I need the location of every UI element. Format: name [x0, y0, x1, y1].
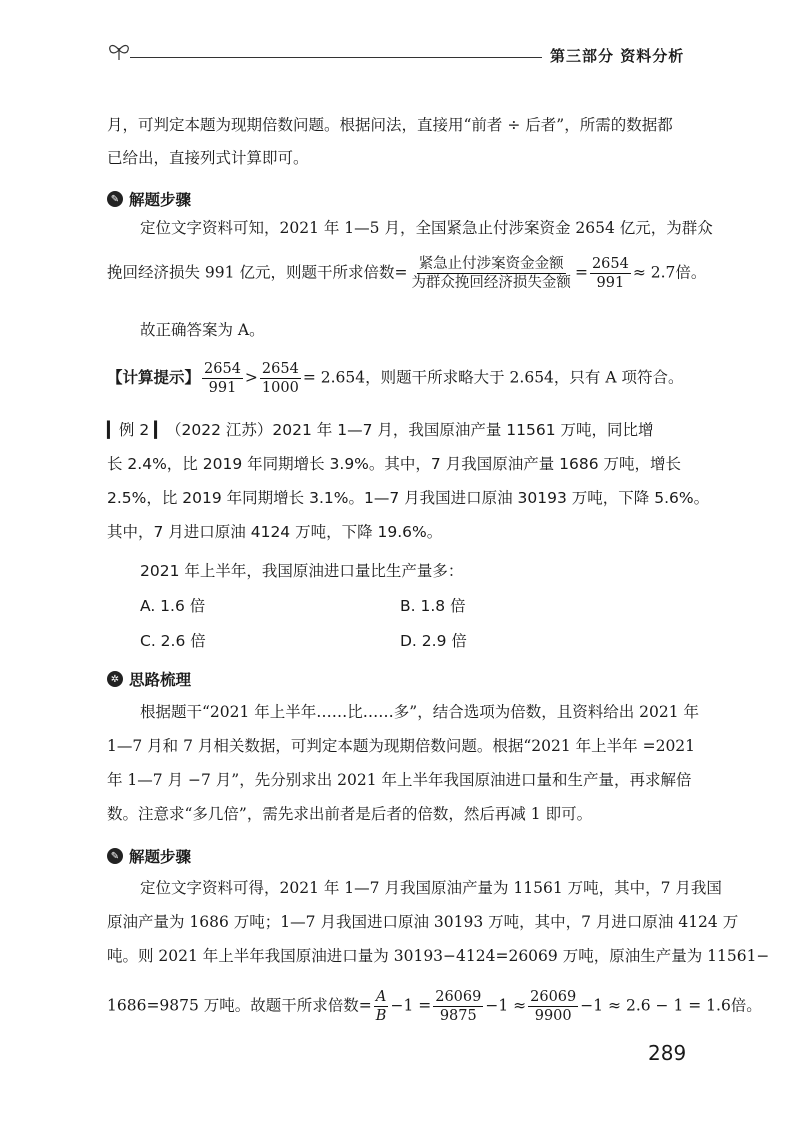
option-a: A. 1.6 倍 — [140, 597, 206, 615]
fraction — [202, 360, 243, 397]
greater-than: > — [244, 368, 258, 387]
thinking-line1: 根据题干“2021 年上半年……比……多”，结合选项为倍数，且资料给出 2021 年 — [140, 703, 700, 721]
steps1-prefix: 挽回经济损失 991 亿元，则题干所求倍数= — [107, 263, 408, 282]
fraction-numerator: 26069 — [435, 989, 482, 1005]
example2-question: 2021 年上半年，我国原油进口量比生产量多： — [140, 562, 464, 580]
option-b: B. 1.8 倍 — [400, 597, 466, 615]
sprout-icon — [105, 40, 133, 62]
fraction-denominator: 9900 — [534, 1008, 572, 1024]
option-c: C. 2.6 倍 — [140, 632, 206, 650]
section-solution-steps-2 — [107, 845, 191, 867]
fraction-denominator: 991 — [596, 275, 625, 291]
section-thinking — [107, 668, 191, 690]
fraction — [528, 988, 578, 1025]
steps2-line1: 定位文字资料可得，2021 年 1—7 月我国原油产量为 11561 万吨，其中，7 月我国 — [140, 879, 722, 897]
example2-line4: 其中，7 月进口原油 4124 万吨，下降 19.6%。 — [107, 523, 443, 541]
steps1-line2 — [107, 255, 707, 292]
fraction-denominator: B — [375, 1008, 387, 1024]
minus-one: −1 = — [390, 996, 432, 1015]
page-number: 289 — [648, 1041, 687, 1065]
fraction — [433, 988, 483, 1025]
calc-tip — [107, 360, 700, 397]
gear-icon: ✲ — [107, 671, 123, 687]
steps2-line2: 原油产量为 1686 万吨；1—7 月我国进口原油 30193 万吨，其中，7 月进口原油 4124 万 — [107, 913, 739, 931]
thinking-line2: 1—7 月和 7 月相关数据，可判定本题为现期倍数问题。根据“2021 年上半年 =2021 — [107, 737, 696, 755]
fraction-denominator: 1000 — [261, 380, 299, 396]
example2-line2: 长 2.4%，比 2019 年同期增长 3.9%。其中，7 月我国原油产量 1686 万吨，增长 — [107, 455, 682, 473]
fraction-numerator: 紧急止付涉案资金金额 — [418, 256, 564, 272]
fraction-numerator: 2654 — [591, 256, 629, 272]
header-title: 第三部分 资料分析 — [550, 47, 685, 65]
section-title: 解题步骤 — [129, 191, 192, 209]
steps1-line1: 定位文字资料可知，2021 年 1—5 月，全国紧急止付涉案资金 2654 亿元，为群众 — [140, 219, 713, 237]
tip-label: 【计算提示】 — [107, 368, 201, 387]
thinking-line4: 数。注意求“多几倍”，需先求出前者是后者的倍数，然后再减 1 即可。 — [107, 805, 593, 823]
fraction-numerator: A — [375, 989, 387, 1005]
section-solution-steps-1 — [107, 188, 191, 210]
section-title: 思路梳理 — [129, 671, 192, 689]
fraction — [260, 360, 301, 397]
steps2-line3: 吨。则 2021 年上半年我国原油进口量为 30193−4124=26069 万吨，原油生产量为 11561− — [107, 947, 770, 965]
steps2-line4 — [107, 988, 762, 1025]
steps2-prefix: 1686=9875 万吨。故题干所求倍数= — [107, 996, 372, 1015]
answer1: 故正确答案为 A。 — [140, 321, 265, 339]
fraction-denominator: 为群众挽回经济损失金额 — [411, 275, 571, 291]
minus-one-approx: −1 ≈ — [485, 996, 527, 1015]
solution-icon: ✎ — [107, 848, 123, 864]
example2-line1: ▎例 2 ▎（2022 江苏）2021 年 1—7 月，我国原油产量 11561 万吨，同比增 — [107, 421, 654, 439]
tip-rest: = 2.654，则题干所求略大于 2.654，只有 A 项符合。 — [302, 368, 684, 387]
para1-line1: 月，可判定本题为现期倍数问题。根据问法，直接用“前者 ÷ 后者”，所需的数据都 — [107, 116, 673, 134]
solution-icon: ✎ — [107, 191, 123, 207]
para1-line2: 已给出，直接列式计算即可。 — [107, 149, 309, 167]
fraction — [374, 988, 389, 1025]
fraction-denominator: 9875 — [439, 1008, 477, 1024]
fraction-numerator: 26069 — [530, 989, 577, 1005]
equals-sign: = — [574, 263, 588, 282]
fraction — [409, 255, 573, 292]
fraction-denominator: 991 — [208, 380, 237, 396]
approx-result: ≈ 2.7倍。 — [632, 263, 707, 282]
section-title: 解题步骤 — [129, 848, 192, 866]
fraction — [590, 255, 631, 292]
final-result: −1 ≈ 2.6 − 1 = 1.6倍。 — [580, 996, 762, 1015]
thinking-line3: 年 1—7 月 −7 月”，先分别求出 2021 年上半年我国原油进口量和生产量，再求解倍 — [107, 771, 692, 789]
example2-line3: 2.5%，比 2019 年同期增长 3.1%。1—7 月我国进口原油 30193 万吨，下降 5.6%。 — [107, 489, 710, 507]
fraction-numerator: 2654 — [204, 361, 241, 377]
fraction-numerator: 2654 — [261, 361, 299, 377]
header-rule — [130, 57, 542, 58]
option-d: D. 2.9 倍 — [400, 632, 467, 650]
